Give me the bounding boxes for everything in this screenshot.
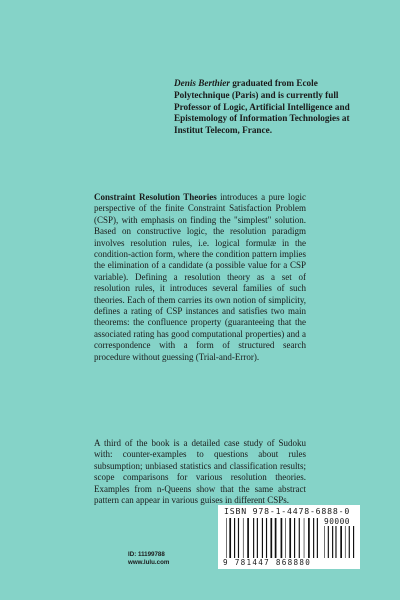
barcode-bar [340,526,342,558]
author-name: Denis Berthier [174,78,230,88]
isbn-barcode [218,505,360,569]
barcode-bar [313,518,314,558]
barcode-bar [229,518,231,558]
barcode-bar [275,518,277,558]
author-bio-text: graduated from Ecole Polytechnique (Paris) and is currently full Professor of Logic, Artificial Intelligence and Epistemology of Information Technologies at Institut Telecom, France. [174,78,350,136]
book-description-paragraph-2: A third of the book is a detailed case study of Sudoku with: counter-examples to questions about rules subsumption; unbiased statistics and classification results; scope comparisons for various resolution theories. Examples from n-Queens show that the same abstract pattern can appear in various guises in different CSPs. [94,438,306,506]
barcode-bar [281,518,283,558]
ean-barcode-graphic [226,518,318,558]
barcode-bar [285,518,286,558]
barcode-bar [289,518,291,558]
publisher-id: ID: 11199788 [128,551,165,558]
barcode-bar [226,518,227,558]
barcode-bar [349,526,350,558]
barcode-bar [238,518,239,558]
isbn-number: ISBN 978-1-4478-6888-0 [224,506,351,516]
barcode-bar [234,518,235,558]
barcode-bar [304,518,305,558]
barcode-bar [243,518,244,558]
book-description-text: introduces a pure logic perspective of the finite Constraint Satisfaction Problem (CSP), with emphasis on finding the "simplest" solution. Based on constructive logic, the resolution paradigm involves resolution rules, i.e. logical formulæ in the condition-action form, where the condition pattern implies the elimination of a candidate (a possible value for a CSP variable). Defining a resolution theory as a set of resolution rules, it introduces several families of such theories. Each of them carries its own notion of simplicity, defines a rating of CSP instances and satisfies two main theorems: the confluence property (guaranteeing that the associated rating has good computational properties) and a correspondence with a form of structured search procedure without guessing (Trial-and-Error). [94,192,306,362]
barcode-bar [345,526,346,558]
book-title: Constraint Resolution Theories [94,192,217,202]
author-bio [174,78,358,137]
barcode-bar [328,526,329,558]
price-addon-number: 90000 [324,517,350,526]
barcode-bar [253,518,254,558]
barcode-bar [247,518,249,558]
barcode-bar [257,518,258,558]
barcode-bar [308,518,310,558]
publisher-url: www.lulu.com [128,558,170,566]
barcode-bar [262,518,263,558]
barcode-bar [270,518,272,558]
barcode-bar [317,518,318,558]
ean-digits: 9 781447 868880 [223,558,312,567]
addon-barcode-graphic [324,526,356,558]
barcode-bar [332,526,333,558]
barcode-bar [294,518,295,558]
barcode-bar [335,526,336,558]
book-description-paragraph-1 [94,192,306,363]
barcode-bar [324,526,325,558]
barcode-bar [299,518,300,558]
barcode-bar [266,518,267,558]
publisher-info [128,551,169,566]
barcode-bar [353,526,354,558]
